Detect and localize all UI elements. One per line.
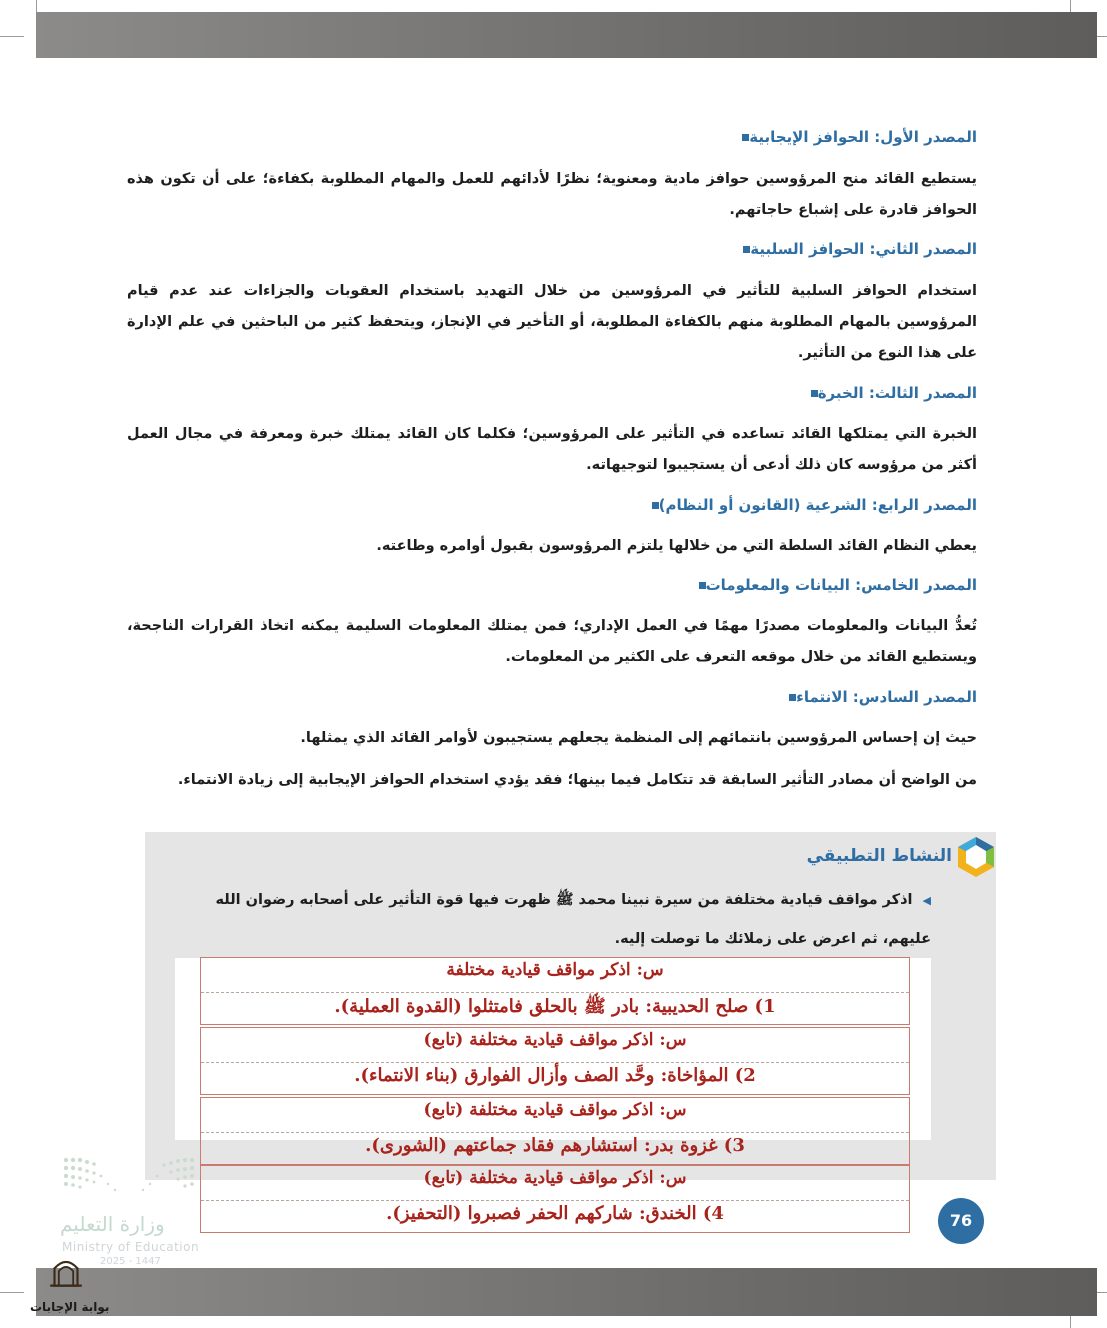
ministry-logo-dots <box>62 1156 197 1198</box>
section-body-2: استخدام الحوافز السلبية للتأثير في المرؤوسين من خلال التهديد باستخدام العقوبات والجزاءات عند عدم قيام المرؤوسين بالمهام المطلوبة منهم بالكفاءة المطلوبة، أو التأخير في الإنجاز، ويتحفظ كثير من الباحثين في علم الإدارة على هذا النوع من التأثير. <box>127 283 977 361</box>
portal-label: بوابة الإجابات <box>30 1300 110 1314</box>
section-heading-2: المصدر الثاني: الحوافز السلبية <box>731 240 977 258</box>
answer-question: س: اذكر مواقف قيادية مختلفة (تابع) <box>423 1030 687 1050</box>
section-body-1: يستطيع القائد منح المرؤوسين حوافز مادية ومعنوية؛ نظرًا لأدائهم للعمل والمهام المطلوبة بكفاءة؛ على أن تكون هذه الحوافز قادرة على إشباع حاجاتهم. <box>127 171 977 218</box>
answer-text: 3) غزوة بدر: استشارهم فقاد جماعتهم (الشورى). <box>201 1132 909 1156</box>
closing-paragraph: من الواضح أن مصادر التأثير السابقة قد تتكامل فيما بينها؛ فقد يؤدي استخدام الحوافز الإيجابية إلى زيادة الانتماء. <box>177 772 977 788</box>
section-heading-5: المصدر الخامس: البيانات والمعلومات <box>687 576 977 594</box>
activity-prompt: ◀اذكر مواقف قيادية مختلفة من سيرة نبينا محمد ﷺ ظهرت فيها قوة التأثير على أصحابه رضوان الله عليهم، ثم اعرض على زملائك ما توصلت إليه. <box>215 892 931 947</box>
answer-text: 2) المؤاخاة: وحَّد الصف وأزال الفوارق (بناء الانتماء). <box>201 1062 909 1086</box>
answer-box-4 <box>200 1165 910 1233</box>
answer-question: س: اذكر مواقف قيادية مختلفة (تابع) <box>423 1100 687 1120</box>
bullet-square-icon <box>652 502 659 509</box>
triangle-bullet-icon: ◀ <box>922 894 931 907</box>
section-heading-6: المصدر السادس: الانتماء <box>777 688 977 706</box>
section-body-4: يعطي النظام القائد السلطة التي من خلالها يلتزم المرؤوسون بقبول أوامره وطاعته. <box>376 538 977 554</box>
answer-box-1 <box>200 957 910 1025</box>
section-heading-4: المصدر الرابع: الشرعية (القانون أو النظام) <box>640 496 977 514</box>
section-body-6: حيث إن إحساس المرؤوسين بانتمائهم إلى المنظمة يجعلهم يستجيبون لأوامر القائد الذي يمثلها. <box>300 730 977 746</box>
bullet-square-icon <box>699 582 706 589</box>
ministry-year: 2025 - 1447 <box>100 1256 161 1267</box>
answer-text: 4) الخندق: شاركهم الحفر فصبروا (التحفيز). <box>201 1200 909 1224</box>
ministry-name-arabic: وزارة التعليم <box>60 1212 165 1236</box>
header-band <box>36 12 1097 58</box>
answer-question: س: اذكر مواقف قيادية مختلفة (تابع) <box>423 1168 687 1188</box>
activity-title: النشاط التطبيقي <box>806 846 952 866</box>
portal-logo-icon <box>30 1254 102 1300</box>
footer-band <box>36 1268 1097 1316</box>
answer-text: 1) صلح الحديبية: بادر ﷺ بالحلق فامتثلوا (القدوة العملية). <box>201 992 909 1021</box>
bullet-square-icon <box>811 390 818 397</box>
section-body-5: تُعدُّ البيانات والمعلومات مصدرًا مهمًا في العمل الإداري؛ فمن يمتلك المعلومات السليمة يمكنه اتخاذ القرارات الناجحة، ويستطيع القائد من خلال موقعه التعرف على الكثير من المعلومات. <box>127 618 977 665</box>
crop-mark <box>36 0 37 12</box>
crop-mark <box>0 36 24 37</box>
section-body-3: الخبرة التي يمتلكها القائد تساعده في التأثير على المرؤوسين؛ فكلما كان القائد يمتلك خبرة ومعرفة في مجال العمل أكثر من مرؤوسه كان ذلك أدعى أن يستجيبوا لتوجيهاته. <box>127 426 977 473</box>
hexagon-activity-icon <box>955 835 997 879</box>
answer-box-3 <box>200 1097 910 1165</box>
crop-mark <box>0 1292 24 1293</box>
answer-question: س: اذكر مواقف قيادية مختلفة <box>446 960 664 980</box>
answer-box-2 <box>200 1027 910 1095</box>
section-heading-1: المصدر الأول: الحوافز الإيجابية <box>730 128 977 146</box>
section-heading-3: المصدر الثالث: الخبرة <box>799 384 977 402</box>
ministry-name-english: Ministry of Education <box>62 1240 200 1254</box>
page-number: 76 <box>938 1198 984 1244</box>
